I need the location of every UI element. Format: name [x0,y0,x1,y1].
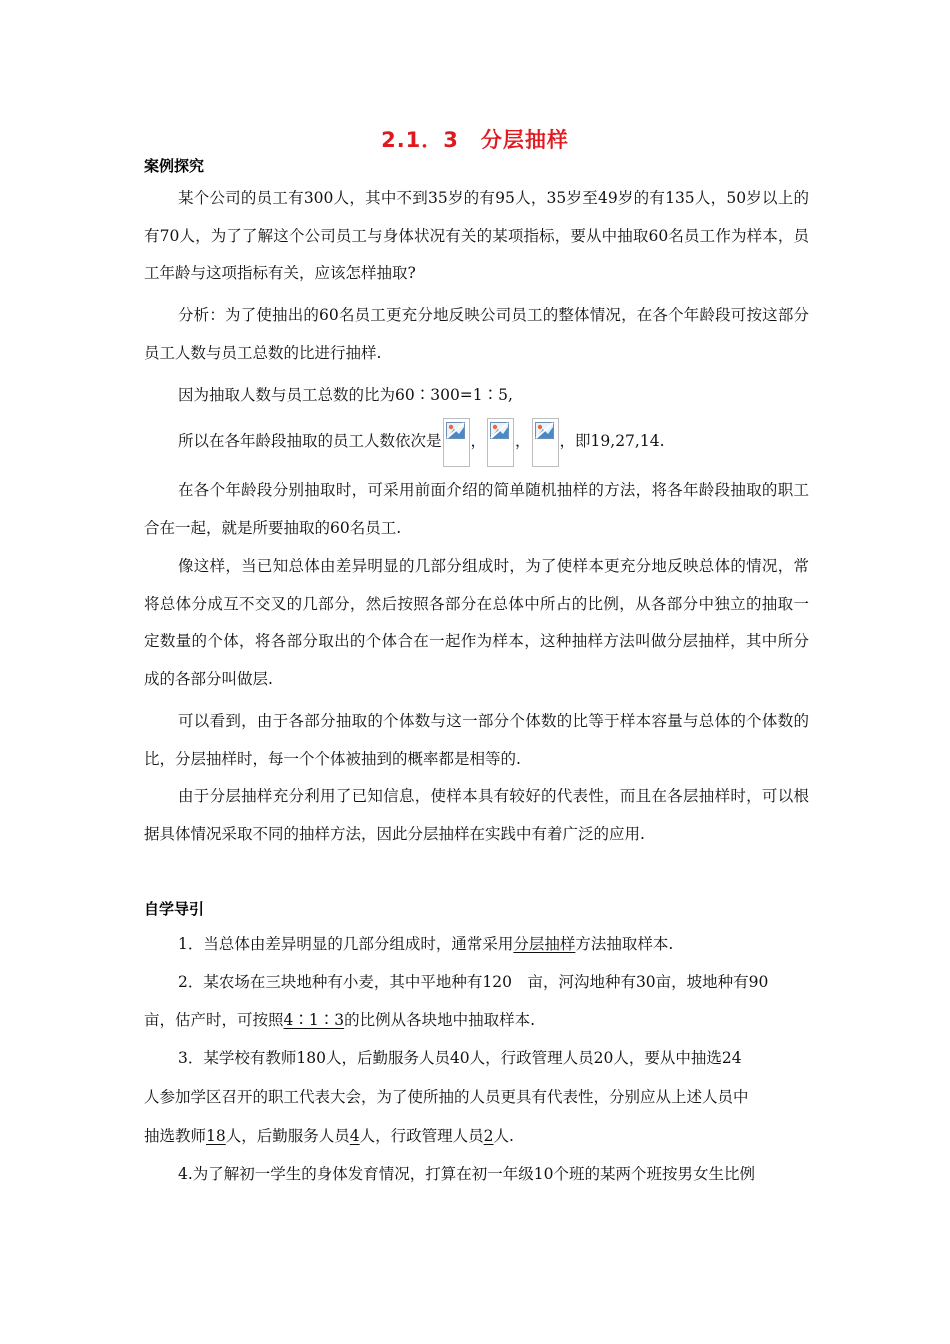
counts-suffix: ，即19,27,14. [559,432,665,450]
question-3-line-2: 人参加学区召开的职工代表大会，为了使所抽的人员更具有代表性，分别应从上述人员中 [144,1088,749,1106]
paragraph-counts [144,416,843,467]
question-3-text-a: 抽选教师 [144,1127,207,1145]
counts-separator-1: ， [470,432,487,450]
question-4-line-1: 4.为了解初一学生的身体发育情况，打算在初一年级10个班的某两个班按男女生比例 [178,1165,756,1183]
question-3-answer-service: 4 [349,1127,360,1145]
paragraph-ratio: 因为抽取人数与员工总数的比为60∶300=1∶5, [178,386,513,404]
paragraph-analysis: 分析：为了使抽出的60名员工更充分地反映公司员工的整体情况，在各个年龄段可按这部分员工人数与员工总数的比进行抽样. [144,306,809,362]
paragraph-probability: 可以看到，由于各部分抽取的个体数与这一部分个体数的比等于样本容量与总体的个体数的比，分层抽样时，每一个个体被抽到的概率都是相等的. [144,712,809,768]
formula-image-3 [532,418,559,467]
section-heading-case-study: 案例探究 [144,157,205,175]
question-3-text-c: 人，行政管理人员 [359,1127,484,1145]
broken-image-icon [535,422,554,439]
question-2-answer: 4∶1∶3 [283,1011,345,1029]
broken-image-icon [446,422,465,439]
paragraph-application: 由于分层抽样充分利用了已知信息，使样本具有较好的代表性，而且在各层抽样时，可以根据具体情况采取不同的抽样方法，因此分层抽样在实践中有着广泛的应用. [144,787,809,843]
section-heading-self-study: 自学导引 [144,900,205,918]
question-1-answer: 分层抽样 [513,935,576,953]
counts-separator-2: ， [515,432,531,450]
formula-image-1 [443,418,470,467]
counts-prefix: 所以在各年龄段抽取的员工人数依次是 [178,432,442,450]
formula-image-2 [487,418,514,467]
question-3-line-3 [144,1124,809,1146]
question-2-line-1: 2．某农场在三块地种有小麦，其中平地种有120 亩，河沟地种有30亩，坡地种有90 [178,973,769,991]
question-2-line-2 [144,1008,809,1030]
question-2-text: 亩，估产时，可按照 [144,1011,284,1029]
question-1-text-end: 方法抽取样本. [575,935,674,953]
question-3-answer-admin: 2 [483,1127,494,1145]
paragraph-problem: 某个公司的员工有300人，其中不到35岁的有95人，35岁至49岁的有135人，50岁以上的有70人，为了了解这个公司员工与身体状况有关的某项指标，要从中抽取60名员工作为样本，员工年龄与这项指标有关，应该怎样抽取? [144,189,809,282]
paragraph-definition: 像这样，当已知总体由差异明显的几部分组成时，为了使样本更充分地反映总体的情况，常将总体分成互不交叉的几部分，然后按照各部分在总体中所占的比例，从各部分中独立的抽取一定数量的个体，将各部分取出的个体合在一起作为样本，这种抽样方法叫做分层抽样，其中所分成的各部分叫做层. [144,557,809,688]
page-title: 2.1．3 分层抽样 [381,128,569,152]
broken-image-icon [490,422,509,439]
question-3-text-d: 人. [493,1127,514,1145]
question-3-line-1: 3．某学校有教师180人，后勤服务人员40人，行政管理人员20人，要从中抽选24 [178,1049,742,1067]
question-1-text: 1．当总体由差异明显的几部分组成时，通常采用 [178,935,514,953]
question-2-text-end: 的比例从各块地中抽取样本. [344,1011,536,1029]
paragraph-method: 在各个年龄段分别抽取时，可采用前面介绍的简单随机抽样的方法，将各年龄段抽取的职工合在一起，就是所要抽取的60名员工. [144,481,809,537]
question-3-answer-teachers: 18 [206,1127,226,1145]
question-1 [144,932,843,954]
question-3-text-b: 人，后勤服务人员 [225,1127,350,1145]
